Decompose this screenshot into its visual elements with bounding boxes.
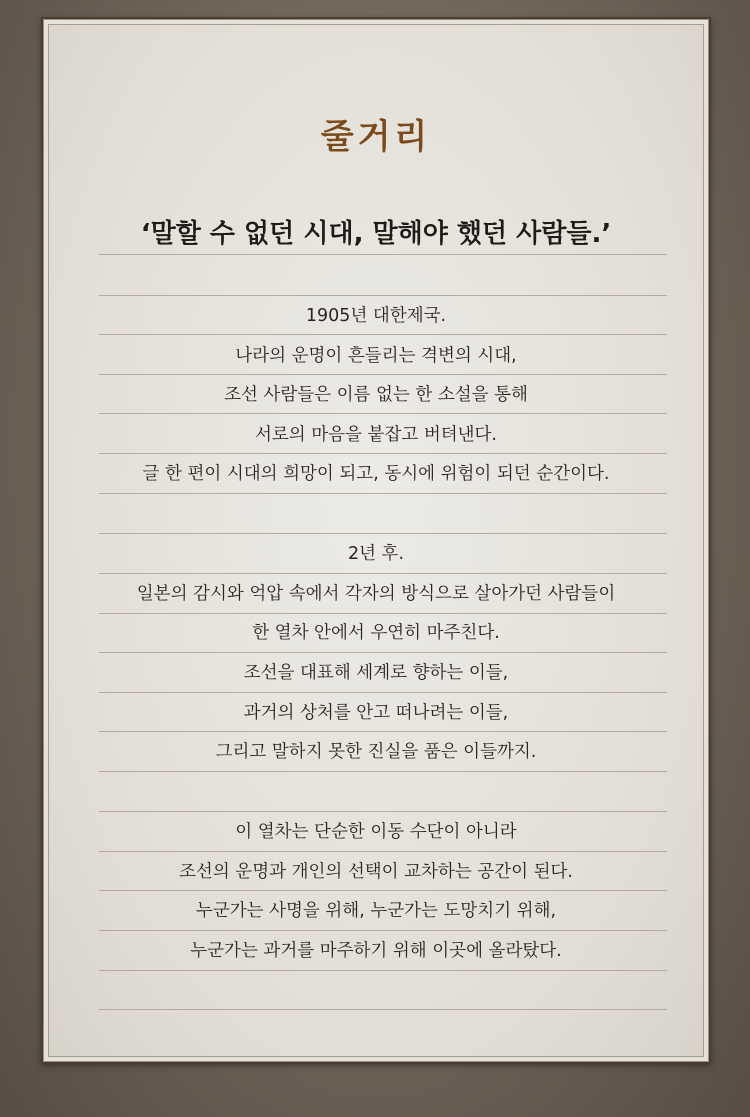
ruled-line <box>99 731 667 732</box>
synopsis-line: 글 한 편이 시대의 희망이 되고, 동시에 위험이 되던 순간이다. <box>142 464 610 484</box>
synopsis-line: 조선 사람들은 이름 없는 한 소설을 통해 <box>224 385 528 405</box>
ruled-line <box>99 811 667 812</box>
ruled-line <box>99 295 667 296</box>
ruled-line <box>99 533 667 534</box>
ruled-line <box>99 1009 667 1010</box>
ruled-line <box>99 413 667 414</box>
ruled-line <box>99 453 667 454</box>
ruled-line <box>99 890 667 891</box>
synopsis-line: 그리고 말하지 못한 진실을 품은 이들까지. <box>215 742 537 762</box>
ruled-line <box>99 334 667 335</box>
ruled-line <box>99 573 667 574</box>
ruled-line <box>99 613 667 614</box>
synopsis-line: 2년 후. <box>347 544 405 564</box>
synopsis-line: 누군가는 과거를 마주하기 위해 이곳에 올라탔다. <box>190 941 562 961</box>
ruled-line <box>99 692 667 693</box>
ruled-line <box>99 930 667 931</box>
paper-card <box>48 24 704 1057</box>
ruled-line <box>99 652 667 653</box>
synopsis-line: 1905년 대한제국. <box>305 306 447 326</box>
ruled-line <box>99 851 667 852</box>
synopsis-line: 조선의 운명과 개인의 선택이 교차하는 공간이 된다. <box>179 862 573 882</box>
synopsis-frame <box>41 17 711 1064</box>
synopsis-line: 일본의 감시와 억압 속에서 각자의 방식으로 살아가던 사람들이 <box>136 584 616 604</box>
ruled-line <box>99 493 667 494</box>
ruled-line <box>99 771 667 772</box>
ruled-line <box>99 254 667 255</box>
synopsis-line: 조선을 대표해 세계로 향하는 이들, <box>243 663 509 683</box>
section-title: 줄거리 <box>320 117 432 157</box>
tagline-quote: ‘말할 수 없던 시대, 말해야 했던 사람들.’ <box>140 219 612 249</box>
ruled-line <box>99 970 667 971</box>
synopsis-line: 누군가는 사명을 위해, 누군가는 도망치기 위해, <box>195 901 557 921</box>
ruled-line <box>99 374 667 375</box>
synopsis-line: 한 열차 안에서 우연히 마주친다. <box>252 623 500 643</box>
synopsis-line: 나라의 운명이 흔들리는 격변의 시대, <box>235 346 517 366</box>
synopsis-line: 과거의 상처를 안고 떠나려는 이들, <box>243 703 509 723</box>
synopsis-line: 서로의 마음을 붙잡고 버텨낸다. <box>254 425 497 445</box>
synopsis-line: 이 열차는 단순한 이동 수단이 아니라 <box>235 822 517 842</box>
